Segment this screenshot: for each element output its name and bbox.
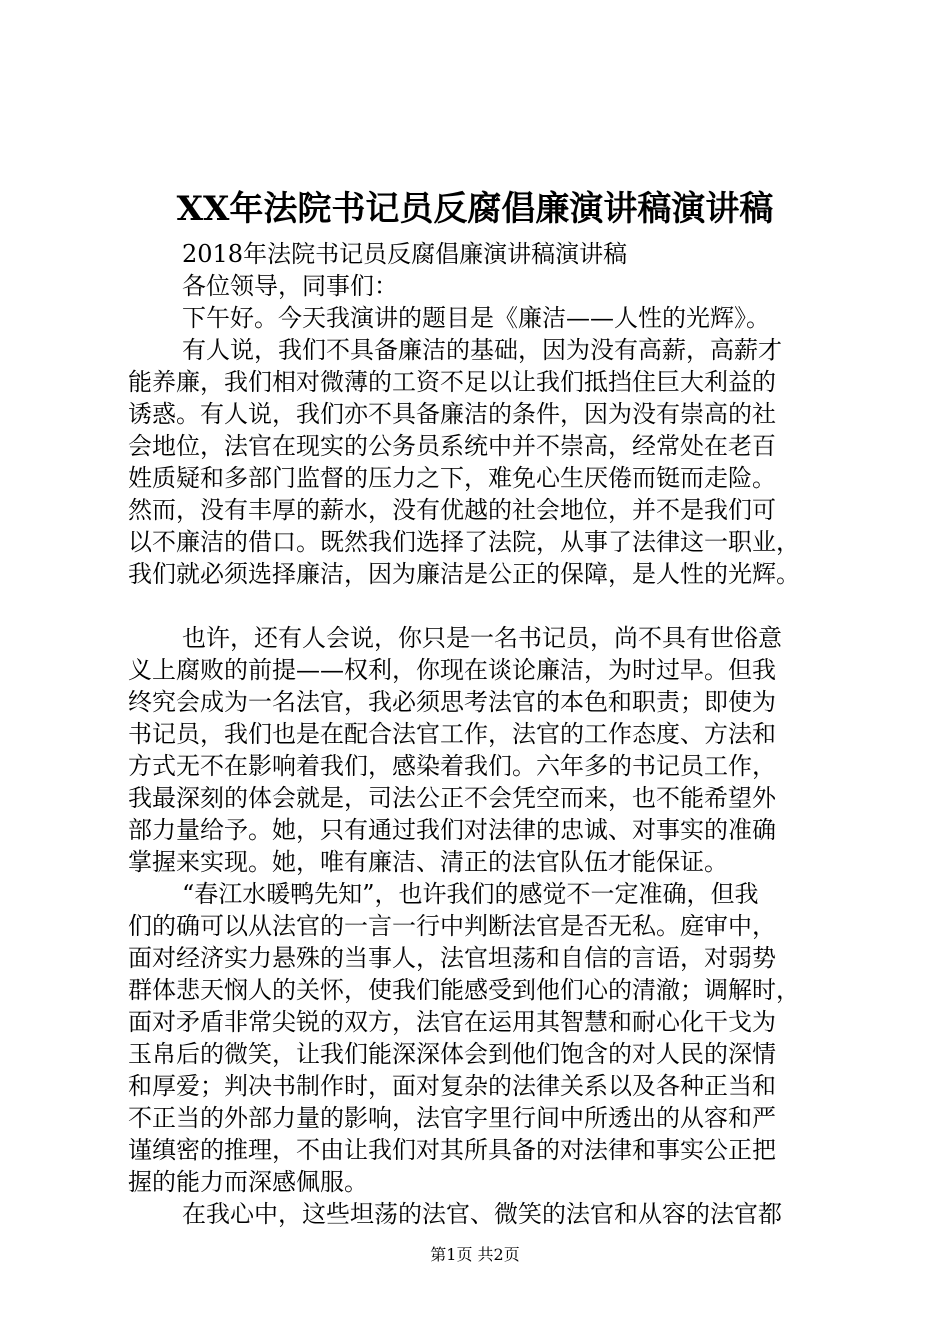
body-line: 义上腐败的前提——权利，你现在谈论廉洁，为时过早。但我 [128, 656, 776, 684]
page-footer: 第1页 共2页 [430, 1245, 520, 1264]
body-line: 和厚爱；判决书制作时，面对复杂的法律关系以及各种正当和 [128, 1072, 776, 1100]
paragraph-gap [128, 590, 828, 622]
body-line: 以不廉洁的借口。既然我们选择了法院，从事了法律这一职业， [128, 528, 800, 556]
body-line: 在我心中，这些坦荡的法官、微笑的法官和从容的法官都 [182, 1200, 782, 1228]
document-title: XX年法院书记员反腐倡廉演讲稿演讲稿 [176, 189, 774, 229]
body-line: 下午好。今天我演讲的题目是《廉洁——人性的光辉》。 [182, 304, 770, 332]
body-line: 群体悲天悯人的关怀，使我们能感受到他们心的清澈；调解时， [128, 976, 800, 1004]
body-line: 谨缜密的推理，不由让我们对其所具备的对法律和事实公正把 [128, 1136, 776, 1164]
body-line: 终究会成为一名法官，我必须思考法官的本色和职责；即使为 [128, 688, 776, 716]
body-line: 我们就必须选择廉洁，因为廉洁是公正的保障，是人性的光辉。 [128, 560, 800, 588]
body-line: 然而，没有丰厚的薪水，没有优越的社会地位，并不是我们可 [128, 496, 776, 524]
body-line: 有人说，我们不具备廉洁的基础，因为没有高薪，高薪才 [182, 336, 782, 364]
body-line: “春江水暖鸭先知”，也许我们的感觉不一定准确，但我 [182, 880, 759, 908]
body-line: 也许，还有人会说，你只是一名书记员，尚不具有世俗意 [182, 624, 782, 652]
body-line: 部力量给予。她，只有通过我们对法律的忠诚、对事实的准确 [128, 816, 776, 844]
body-line: 方式无不在影响着我们，感染着我们。六年多的书记员工作， [128, 752, 776, 780]
body-line: 书记员，我们也是在配合法官工作，法官的工作态度、方法和 [128, 720, 776, 748]
body-line: 会地位，法官在现实的公务员系统中并不崇高，经常处在老百 [128, 432, 776, 460]
document-body [128, 238, 828, 1230]
body-line: 面对经济实力悬殊的当事人，法官坦荡和自信的言语，对弱势 [128, 944, 776, 972]
body-line: 诱惑。有人说，我们亦不具备廉洁的条件，因为没有崇高的社 [128, 400, 776, 428]
body-line: 各位领导，同事们： [182, 272, 398, 300]
body-line: 2018年法院书记员反腐倡廉演讲稿演讲稿 [182, 240, 628, 268]
body-line: 我最深刻的体会就是，司法公正不会凭空而来，也不能希望外 [128, 784, 776, 812]
body-line: 们的确可以从法官的一言一行中判断法官是否无私。庭审中， [128, 912, 776, 940]
body-line: 能养廉，我们相对微薄的工资不足以让我们抵挡住巨大利益的 [128, 368, 776, 396]
body-line: 姓质疑和多部门监督的压力之下，难免心生厌倦而铤而走险。 [128, 464, 776, 492]
body-line: 握的能力而深感佩服。 [128, 1168, 368, 1196]
body-line: 面对矛盾非常尖锐的双方，法官在运用其智慧和耐心化干戈为 [128, 1008, 776, 1036]
body-line: 掌握来实现。她，唯有廉洁、清正的法官队伍才能保证。 [128, 848, 728, 876]
body-line: 不正当的外部力量的影响，法官字里行间中所透出的从容和严 [128, 1104, 776, 1132]
body-line: 玉帛后的微笑，让我们能深深体会到他们饱含的对人民的深情 [128, 1040, 776, 1068]
